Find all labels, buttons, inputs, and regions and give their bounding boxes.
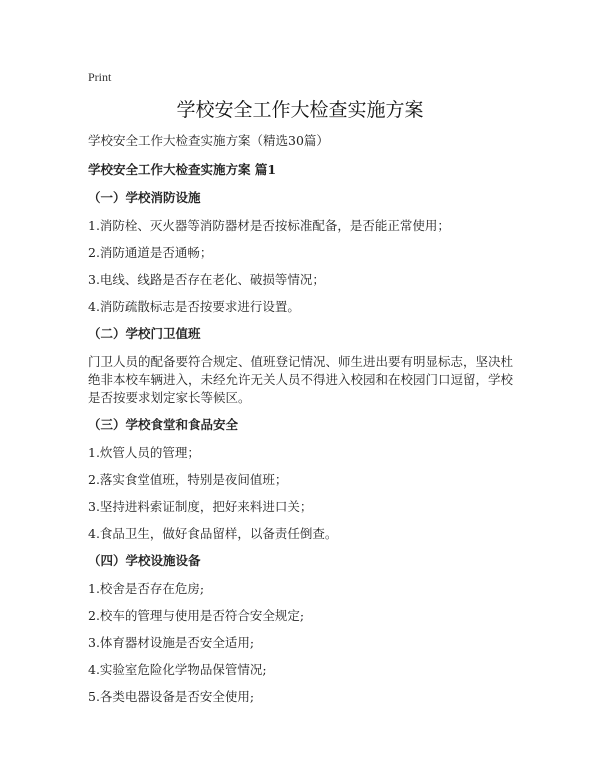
section-heading-facilities-equipment: （四）学校设施设备: [88, 553, 201, 568]
document-subtitle: 学校安全工作大检查实施方案（精选30篇）: [88, 133, 329, 148]
document-title: 学校安全工作大检查实施方案: [176, 99, 424, 121]
article-heading: 学校安全工作大检查实施方案 篇1: [88, 162, 277, 177]
list-item: 3.坚持进料索证制度，把好来料进口关；: [88, 499, 313, 514]
list-item: 4.实验室危险化学物品保管情况;: [88, 662, 267, 677]
document-body: [88, 132, 514, 715]
print-link[interactable]: Print: [88, 70, 112, 84]
section-paragraph: 门卫人员的配备要符合规定、值班登记情况、师生进出要有明显标志，坚决杜绝非本校车辆进入，未经允许无关人员不得进入校园和在校园门口逗留，学校是否按要求划定家长等候区。: [88, 354, 514, 405]
list-item: 4.消防疏散标志是否按要求进行设置。: [88, 299, 300, 314]
list-item: 3.电线、线路是否存在老化、破损等情况；: [88, 272, 325, 287]
list-item: 1.消防栓、灭火器等消防器材是否按标准配备，是否能正常使用；: [88, 218, 450, 233]
list-item: 2.落实食堂值班，特别是夜间值班；: [88, 472, 288, 487]
list-item: 2.校车的管理与使用是否符合安全规定;: [88, 608, 305, 623]
list-item: 1.炊管人员的管理；: [88, 445, 200, 460]
list-item: 5.各类电器设备是否安全使用;: [88, 689, 255, 704]
section-heading-gate-duty: （二）学校门卫值班: [88, 326, 201, 341]
section-heading-fire-facilities: （一）学校消防设施: [88, 190, 201, 205]
section-heading-canteen-food-safety: （三）学校食堂和食品安全: [88, 417, 239, 432]
list-item: 2.消防通道是否通畅；: [88, 245, 213, 260]
list-item: 4.食品卫生，做好食品留样，以备责任倒查。: [88, 526, 338, 541]
list-item: 1.校舍是否存在危房;: [88, 581, 205, 596]
list-item: 3.体育器材设施是否安全适用;: [88, 635, 255, 650]
